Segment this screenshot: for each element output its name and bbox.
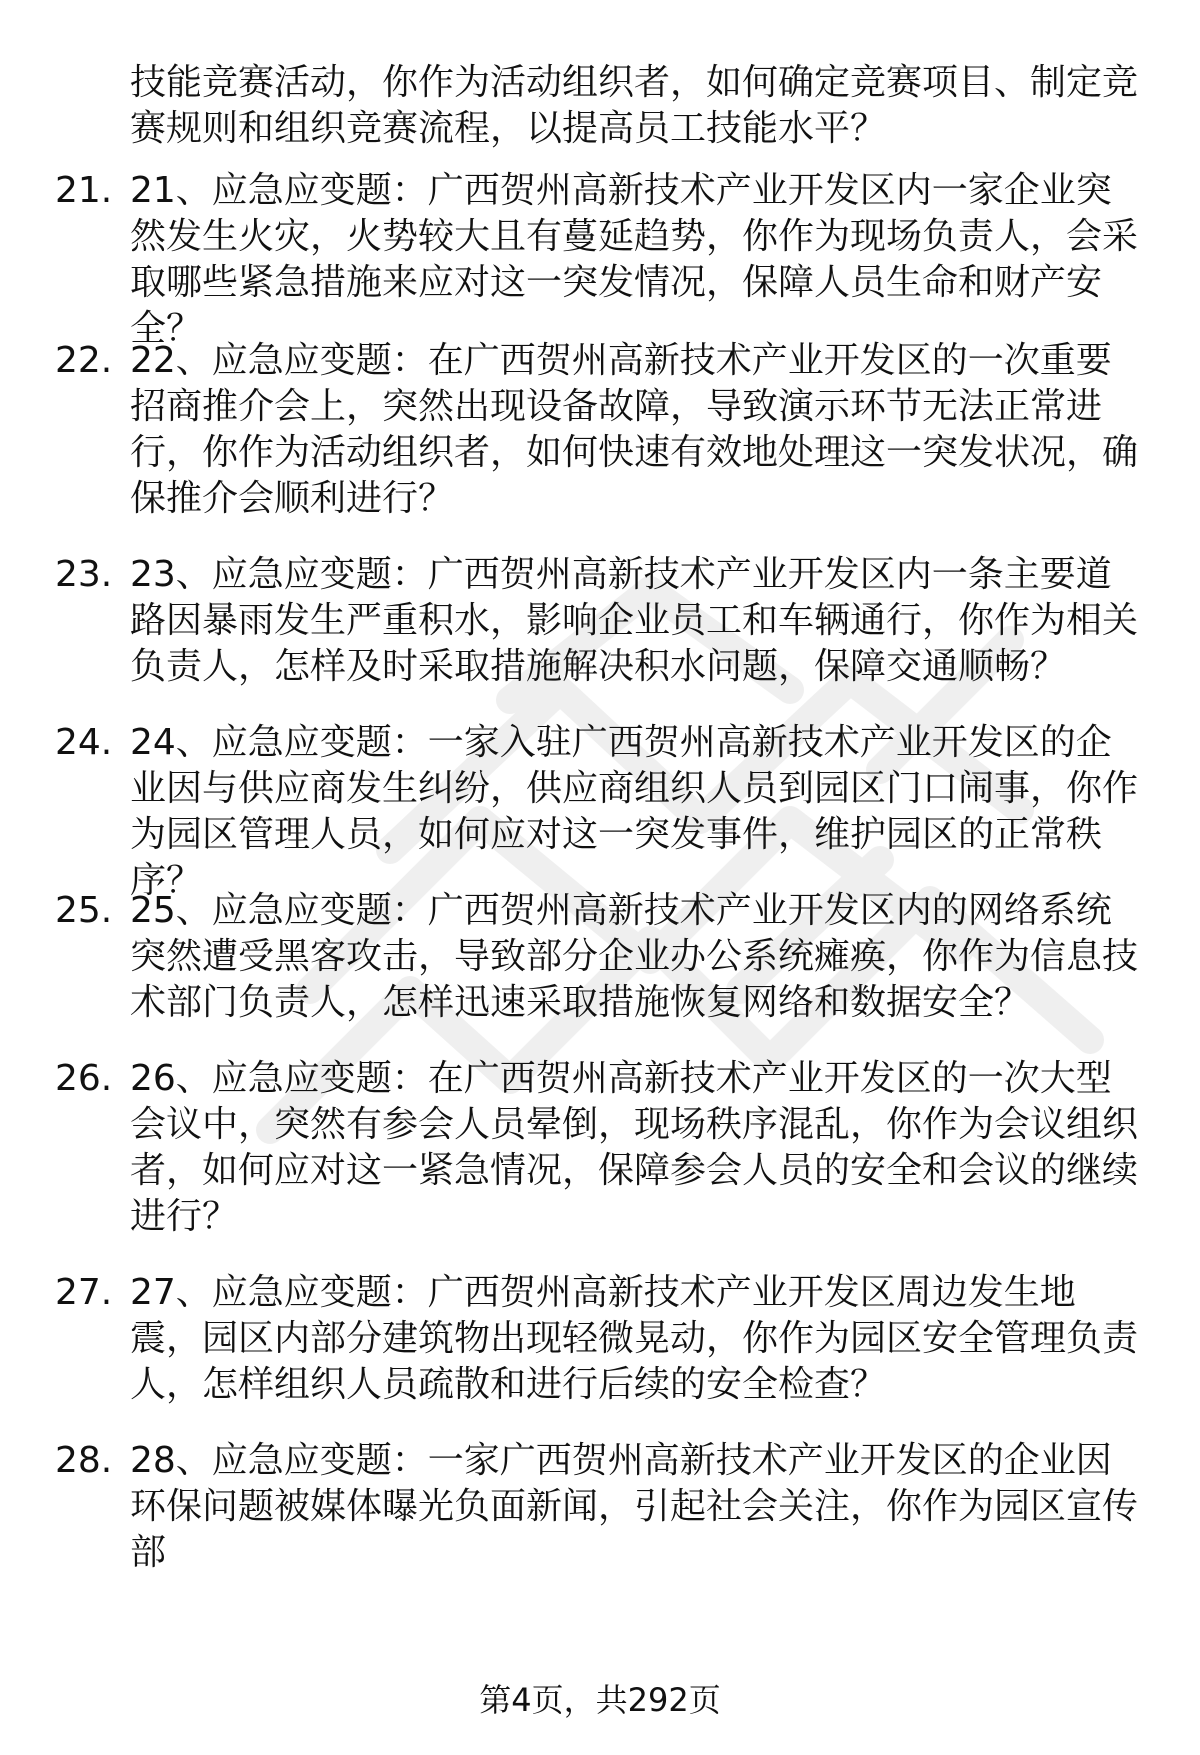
page-footer: 第4页，共292页 (479, 1681, 721, 1719)
question-text: 26、应急应变题：在广西贺州高新技术产业开发区的一次大型会议中，突然有参会人员晕倒，现场秩序混乱，你作为会议组织者，如何应对这一紧急情况，保障参会人员的安全和会议的继续进行？ (130, 1058, 1139, 1237)
question-number: 26. (55, 1058, 113, 1099)
question-item (55, 888, 1140, 1026)
question-item (55, 1270, 1140, 1408)
question-item (55, 338, 1140, 522)
question-item (55, 168, 1140, 352)
question-number: 21. (55, 170, 113, 211)
question-text: 24、应急应变题：一家入驻广西贺州高新技术产业开发区的企业因与供应商发生纠纷，供应商组织人员到园区门口闹事，你作为园区管理人员，如何应对这一突发事件，维护园区的正常秩序？ (130, 722, 1139, 901)
question-text: 28、应急应变题：一家广西贺州高新技术产业开发区的企业因环保问题被媒体曝光负面新闻，引起社会关注，你作为园区宣传部 (130, 1440, 1139, 1573)
question-text: 25、应急应变题：广西贺州高新技术产业开发区内的网络系统突然遭受黑客攻击，导致部分企业办公系统瘫痪，你作为信息技术部门负责人，怎样迅速采取措施恢复网络和数据安全？ (130, 890, 1139, 1023)
question-text: 27、应急应变题：广西贺州高新技术产业开发区周边发生地震，园区内部分建筑物出现轻微晃动，你作为园区安全管理负责人，怎样组织人员疏散和进行后续的安全检查？ (130, 1272, 1139, 1405)
question-text: 23、应急应变题：广西贺州高新技术产业开发区内一条主要道路因暴雨发生严重积水，影响企业员工和车辆通行，你作为相关负责人，怎样及时采取措施解决积水问题，保障交通顺畅？ (130, 554, 1139, 687)
question-number: 28. (55, 1440, 113, 1481)
question-number: 22. (55, 340, 113, 381)
question-number: 27. (55, 1272, 113, 1313)
question-text: 21、应急应变题：广西贺州高新技术产业开发区内一家企业突然发生火灾，火势较大且有蔓延趋势，你作为现场负责人，会采取哪些紧急措施来应对这一突发情况，保障人员生命和财产安全？ (130, 170, 1139, 349)
question-item (55, 552, 1140, 690)
question-text: 22、应急应变题：在广西贺州高新技术产业开发区的一次重要招商推介会上，突然出现设备故障，导致演示环节无法正常进行，你作为活动组织者，如何快速有效地处理这一突发状况，确保推介会顺利进行？ (130, 340, 1139, 519)
question-item (55, 1438, 1140, 1576)
question-item (55, 1056, 1140, 1240)
question-number: 25. (55, 890, 113, 931)
question-number: 23. (55, 554, 113, 595)
question-number: 24. (55, 722, 113, 763)
question-item (55, 720, 1140, 904)
continued-question-text: 技能竞赛活动，你作为活动组织者，如何确定竞赛项目、制定竞赛规则和组织竞赛流程，以提高员工技能水平？ (130, 62, 1139, 149)
